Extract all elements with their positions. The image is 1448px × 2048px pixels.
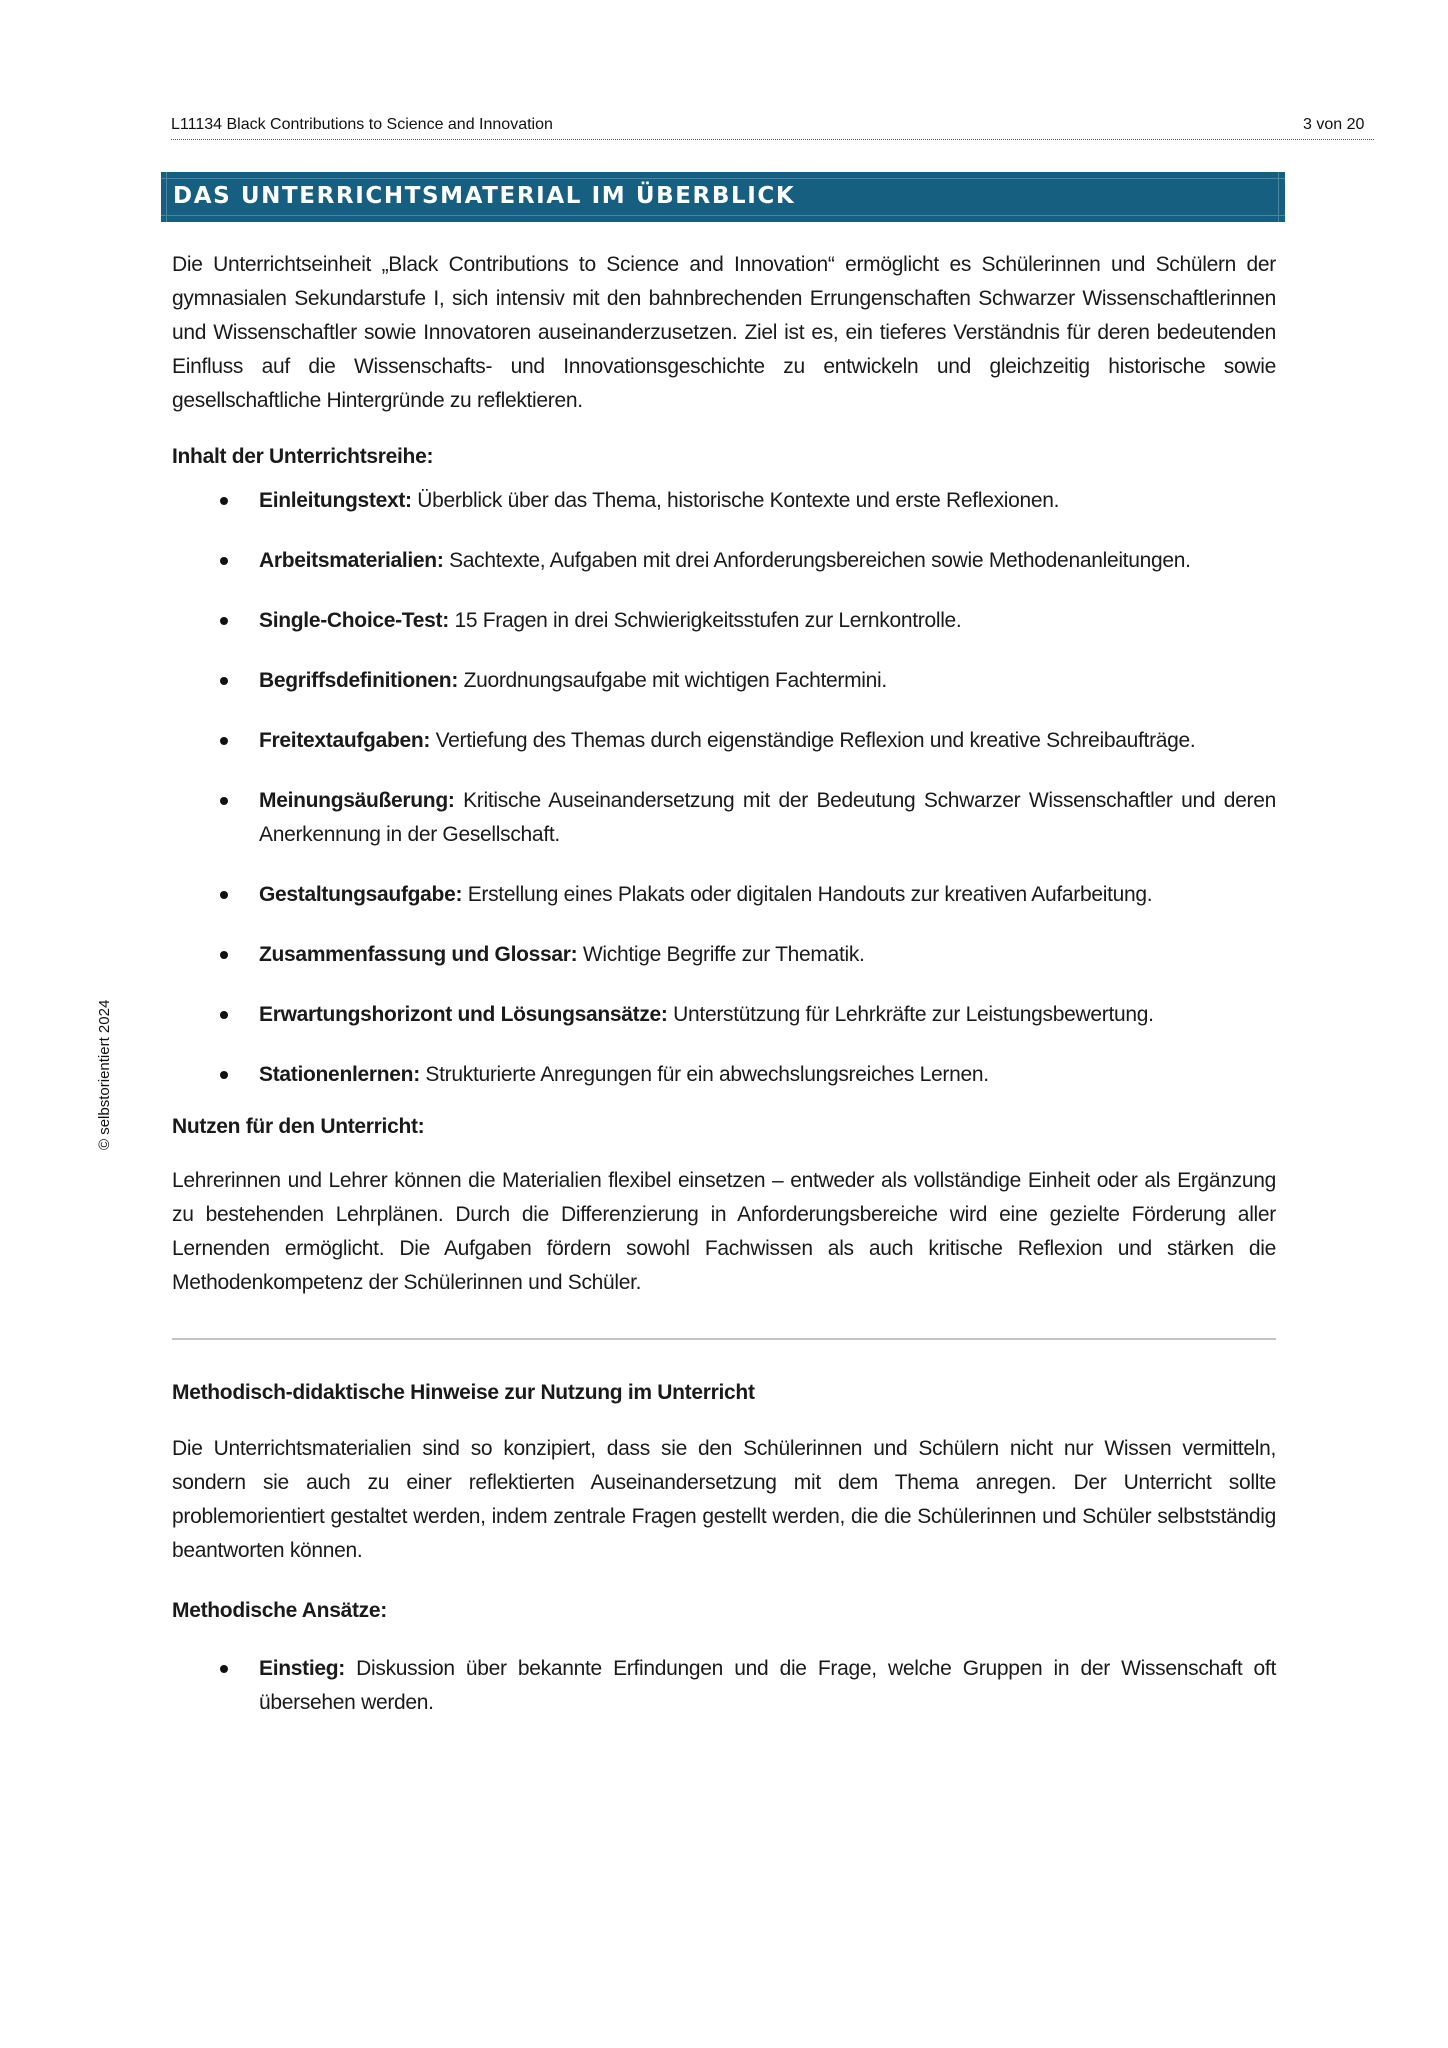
bullet-icon — [220, 891, 228, 899]
intro-paragraph: Die Unterrichtseinheit „Black Contributions to Science and Innovation“ ermöglicht es Schülerinnen und Schülern der gymnasialen Sekundarstufe I, sich intensiv mit den bahnbrechenden Errungenschaften Schwarzer Wissenschaftlerinnen und Wissenschaftler sowie Innovatoren auseinanderzusetzen. Ziel ist es, ein tieferes Verständnis für deren bedeutenden Einfluss auf die Wissenschafts- und Innovationsgeschichte zu entwickeln und gleichzeitig historische sowie gesellschaftliche Hintergründe zu reflektieren. — [172, 253, 1276, 412]
item-term: Stationenlernen: — [259, 1063, 420, 1086]
list-item — [172, 878, 1276, 912]
list-item — [172, 1058, 1276, 1092]
section-banner — [161, 172, 1285, 222]
section-title: DAS UNTERRICHTSMATERIAL IM ÜBERBLICK — [173, 183, 796, 209]
benefit-heading: Nutzen für den Unterricht: — [172, 1115, 425, 1138]
bullet-icon — [220, 797, 228, 805]
methods-heading: Methodische Ansätze: — [172, 1599, 387, 1622]
list-item — [172, 544, 1276, 578]
item-text: Vertiefung des Themas durch eigenständige Reflexion und kreative Schreibaufträge. — [430, 729, 1196, 752]
didactic-heading: Methodisch-didaktische Hinweise zur Nutzung im Unterricht — [172, 1381, 755, 1404]
page-number: 3 von 20 — [1303, 116, 1365, 133]
item-text: Unterstützung für Lehrkräfte zur Leistungsbewertung. — [667, 1003, 1154, 1026]
banner-border-right — [1278, 172, 1279, 222]
bullet-icon — [220, 737, 228, 745]
banner-border-top — [161, 178, 1285, 179]
section-divider — [172, 1338, 1276, 1340]
bullet-icon — [220, 677, 228, 685]
list-item — [172, 664, 1276, 698]
bullet-icon — [220, 1011, 228, 1019]
content-list — [172, 484, 1276, 1092]
list-item — [172, 938, 1276, 972]
item-text: Kritische Auseinandersetzung mit der Bedeutung Schwarzer Wissenschaftler und deren Anerkennung in der Gesellschaft. — [259, 789, 1276, 846]
item-text: Wichtige Begriffe zur Thematik. — [577, 943, 865, 966]
item-term: Zusammenfassung und Glossar: — [259, 943, 578, 966]
item-term: Einstieg: — [259, 1657, 345, 1680]
bullet-icon — [220, 951, 228, 959]
page-header — [171, 114, 1374, 140]
list-item — [172, 784, 1276, 852]
item-term: Einleitungstext: — [259, 489, 412, 512]
copyright-note: © selbstorientiert 2024 — [96, 999, 113, 1150]
benefit-paragraph: Lehrerinnen und Lehrer können die Materialien flexibel einsetzen – entweder als vollständige Einheit oder als Ergänzung zu bestehenden Lehrplänen. Durch die Differenzierung in Anforderungsbereiche wird eine gezielte Förderung aller Lernenden ermöglicht. Die Aufgaben fördern sowohl Fachwissen als auch kritische Reflexion und stärken die Methodenkompetenz der Schülerinnen und Schüler. — [172, 1169, 1276, 1294]
methods-list — [172, 1652, 1276, 1720]
item-text: Sachtexte, Aufgaben mit drei Anforderungsbereichen sowie Methodenanleitungen. — [443, 549, 1191, 572]
item-text: Überblick über das Thema, historische Kontexte und erste Reflexionen. — [411, 489, 1060, 512]
bullet-icon — [220, 1071, 228, 1079]
list-item — [172, 484, 1276, 518]
list-item — [172, 1652, 1276, 1720]
item-term: Begriffsdefinitionen: — [259, 669, 459, 692]
item-term: Gestaltungsaufgabe: — [259, 883, 463, 906]
list-item — [172, 724, 1276, 758]
item-term: Arbeitsmaterialien: — [259, 549, 444, 572]
item-text: Diskussion über bekannte Erfindungen und die Frage, welche Gruppen in der Wissenschaft oft übersehen werden. — [259, 1657, 1276, 1714]
list-item — [172, 604, 1276, 638]
list-item — [172, 998, 1276, 1032]
item-text: Zuordnungsaufgabe mit wichtigen Fachtermini. — [458, 669, 887, 692]
bullet-icon — [220, 617, 228, 625]
item-term: Meinungsäußerung: — [259, 789, 455, 812]
item-text: 15 Fragen in drei Schwierigkeitsstufen zur Lernkontrolle. — [448, 609, 962, 632]
item-text: Erstellung eines Plakats oder digitalen Handouts zur kreativen Aufarbeitung. — [462, 883, 1153, 906]
bullet-icon — [220, 557, 228, 565]
item-term: Single-Choice-Test: — [259, 609, 449, 632]
bullet-icon — [220, 497, 228, 505]
item-term: Erwartungshorizont und Lösungsansätze: — [259, 1003, 668, 1026]
content-heading: Inhalt der Unterrichtsreihe: — [172, 445, 434, 468]
page-content — [172, 248, 1276, 1746]
bullet-icon — [220, 1665, 228, 1673]
document-title: L11134 Black Contributions to Science and Innovation — [171, 116, 553, 133]
didactic-paragraph: Die Unterrichtsmaterialien sind so konzipiert, dass sie den Schülerinnen und Schülern nicht nur Wissen vermitteln, sondern sie auch zu einer reflektierten Auseinandersetzung mit dem Thema anregen. Der Unterricht sollte problemorientiert gestaltet werden, indem zentrale Fragen gestellt werden, die die Schülerinnen und Schüler selbstständig beantworten können. — [172, 1437, 1276, 1562]
item-text: Strukturierte Anregungen für ein abwechslungsreiches Lernen. — [419, 1063, 989, 1086]
item-term: Freitextaufgaben: — [259, 729, 431, 752]
banner-border-bottom — [161, 215, 1285, 216]
banner-border-left — [166, 172, 167, 222]
